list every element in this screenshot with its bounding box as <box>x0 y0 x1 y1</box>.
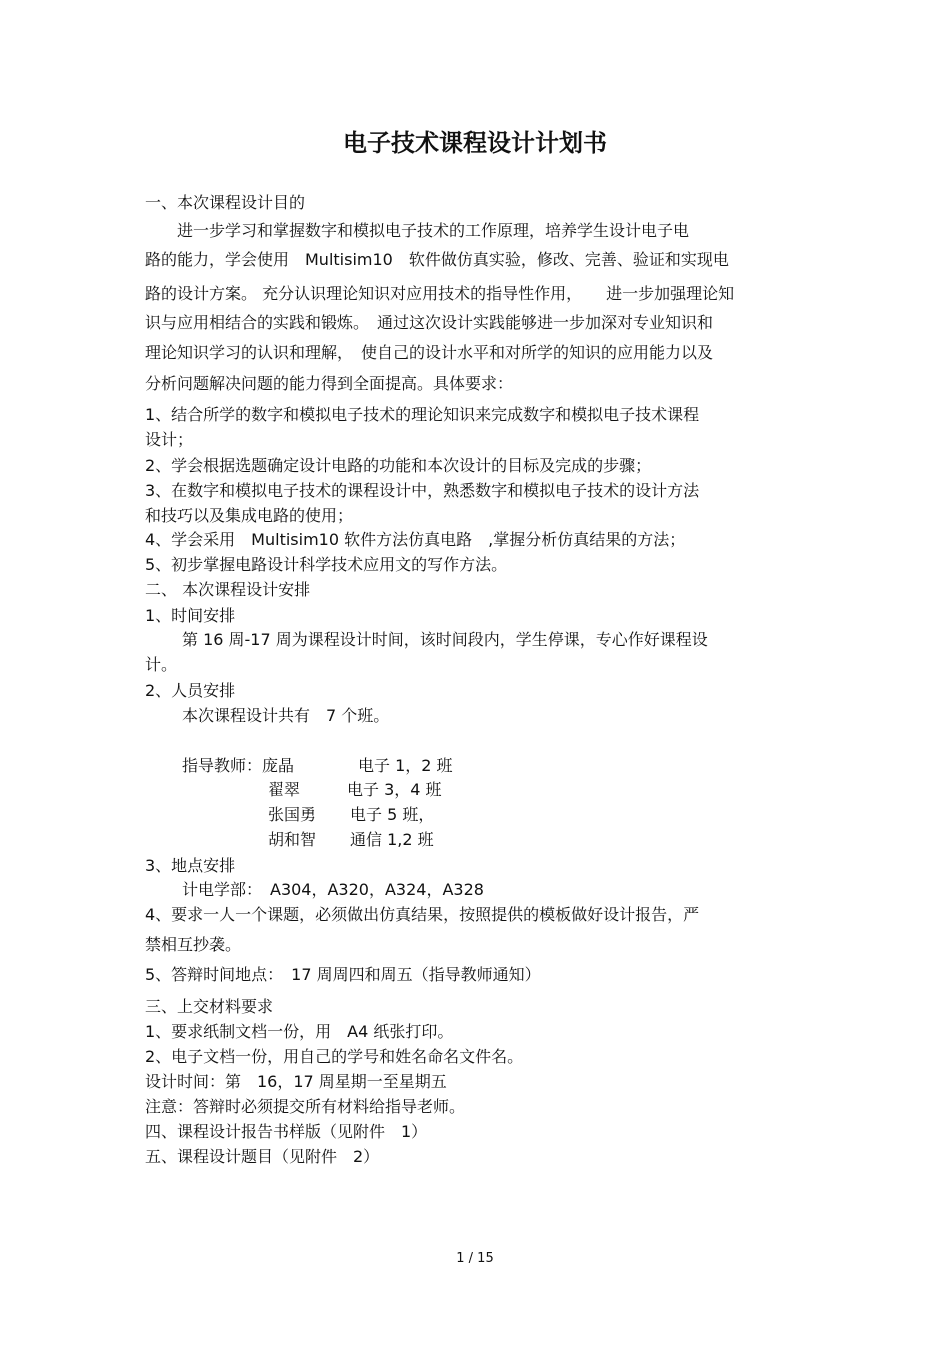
list-item: 2、学会根据选题确定设计电路的功能和本次设计的目标及完成的步骤； <box>145 456 652 475</box>
list-item: 1、结合所学的数字和模拟电子技术的理论知识来完成数字和模拟电子技术课程 <box>145 405 700 424</box>
paragraph-line: 本次课程设计共有 7 个班。 <box>182 706 390 725</box>
subheading: 1、时间安排 <box>145 606 236 625</box>
list-item: 1、要求纸制文档一份，用 A4 纸张打印。 <box>145 1022 454 1041</box>
teacher-label-name: 指导教师：庞晶 <box>182 756 295 775</box>
paragraph-line: 进一步学习和掌握数字和模拟电子技术的工作原理，培养学生设计电子电 <box>177 221 690 240</box>
paragraph-line: 计电学部： A304，A320，A324，A328 <box>182 880 484 899</box>
teacher-classes: 通信 1,2 班 <box>350 830 434 849</box>
section-heading-5: 五、课程设计题目（见附件 2） <box>145 1147 380 1166</box>
teacher-classes: 电子 3，4 班 <box>347 780 442 799</box>
list-item: 4、学会采用 Multisim10 软件方法仿真电路 ,掌握分析仿真结果的方法； <box>145 530 686 549</box>
list-item-continuation: 禁相互抄袭。 <box>145 935 242 954</box>
document-title: 电子技术课程设计计划书 <box>343 129 607 157</box>
paragraph-line: 分析问题解决问题的能力得到全面提高。具体要求： <box>145 374 514 393</box>
paragraph-line: 第 16 周-17 周为课程设计时间，该时间段内，学生停课，专心作好课程设 <box>182 630 708 649</box>
section-heading-1: 一、本次课程设计目的 <box>145 193 306 212</box>
subheading: 3、地点安排 <box>145 856 236 875</box>
paragraph-line: 路的设计方案。 充分认识理论知识对应用技术的指导性作用， 进一步加强理论知 <box>145 284 735 303</box>
list-item-continuation: 和技巧以及集成电路的使用； <box>145 506 354 525</box>
teacher-name: 翟翠 <box>268 780 301 799</box>
list-item: 4、要求一人一个课题，必须做出仿真结果，按照提供的模板做好设计报告，严 <box>145 905 700 924</box>
teacher-name: 胡和智 <box>268 830 317 849</box>
paragraph-line: 设计时间：第 16，17 周星期一至星期五 <box>145 1072 447 1091</box>
section-heading-2: 二、 本次课程设计安排 <box>145 580 311 599</box>
list-item-continuation: 设计； <box>145 430 194 449</box>
paragraph-line: 计。 <box>145 655 178 674</box>
subheading: 2、人员安排 <box>145 681 236 700</box>
page-number: 1 / 15 <box>456 1251 494 1266</box>
list-item: 5、初步掌握电路设计科学技术应用文的写作方法。 <box>145 555 508 574</box>
list-item: 2、电子文档一份，用自己的学号和姓名命名文件名。 <box>145 1047 524 1066</box>
teacher-classes: 电子 5 班， <box>350 805 435 824</box>
paragraph-line: 理论知识学习的认识和理解， 使自己的设计水平和对所学的知识的应用能力以及 <box>145 343 714 362</box>
teacher-name: 张国勇 <box>268 805 317 824</box>
teacher-classes: 电子 1，2 班 <box>358 756 453 775</box>
list-item: 5、答辩时间地点： 17 周周四和周五（指导教师通知） <box>145 965 541 984</box>
paragraph-line: 注意：答辩时必须提交所有材料给指导老师。 <box>145 1097 466 1116</box>
section-heading-4: 四、课程设计报告书样版（见附件 1） <box>145 1122 428 1141</box>
section-heading-3: 三、上交材料要求 <box>145 997 274 1016</box>
list-item: 3、在数字和模拟电子技术的课程设计中，熟悉数字和模拟电子技术的设计方法 <box>145 481 700 500</box>
paragraph-line: 路的能力，学会使用 Multisim10 软件做仿真实验，修改、完善、验证和实现电 <box>145 250 729 269</box>
paragraph-line: 识与应用相结合的实践和锻炼。 通过这次设计实践能够进一步加深对专业知识和 <box>145 313 714 332</box>
